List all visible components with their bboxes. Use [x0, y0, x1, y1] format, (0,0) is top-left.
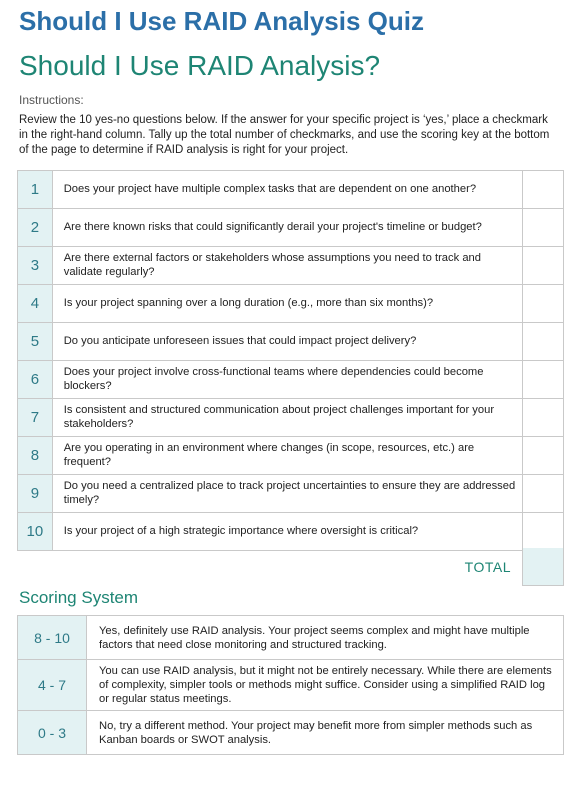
checkmark-cell[interactable] [522, 437, 563, 475]
instructions-label: Instructions: [19, 93, 84, 107]
question-row [18, 399, 564, 437]
question-text: Is your project spanning over a long duration (e.g., more than six months)? [52, 285, 522, 323]
checkmark-cell[interactable] [522, 285, 563, 323]
question-row [18, 323, 564, 361]
question-number: 2 [18, 209, 53, 247]
checkmark-box[interactable] [523, 361, 563, 398]
question-text: Does your project involve cross-functional teams where dependencies could become blockers? [52, 361, 522, 399]
question-text: Is your project of a high strategic importance where oversight is critical? [52, 513, 522, 551]
checkmark-cell[interactable] [522, 209, 563, 247]
checkmark-box[interactable] [523, 399, 563, 436]
score-description: No, try a different method. Your project may benefit more from simpler methods such as Kanban boards or SWOT analysis. [87, 711, 564, 755]
question-text: Is consistent and structured communication about project challenges important for your stakeholders? [52, 399, 522, 437]
scoring-table [17, 615, 564, 755]
question-text: Are there known risks that could significantly derail your project's timeline or budget? [52, 209, 522, 247]
total-label: TOTAL [464, 559, 511, 575]
question-text: Are there external factors or stakeholders whose assumptions you need to track and validate regularly? [52, 247, 522, 285]
question-row [18, 285, 564, 323]
question-number: 8 [18, 437, 53, 475]
checkmark-cell[interactable] [522, 171, 563, 209]
question-number: 7 [18, 399, 53, 437]
total-row [17, 548, 564, 586]
question-row [18, 247, 564, 285]
question-number: 4 [18, 285, 53, 323]
question-text: Are you operating in an environment where changes (in scope, resources, etc.) are frequent? [52, 437, 522, 475]
scoring-row [18, 711, 564, 755]
checkmark-box[interactable] [523, 323, 563, 360]
question-row [18, 437, 564, 475]
checkmark-box[interactable] [523, 247, 563, 284]
instructions-text: Review the 10 yes-no questions below. If the answer for your specific project is ‘yes,’ place a checkmark in the right-hand column. Tally up the total number of checkmarks, and use the scoring key at the bottom of the page to determine if RAID analysis is right for your project. [19, 114, 550, 156]
scoring-row [18, 616, 564, 660]
question-text: Does your project have multiple complex tasks that are dependent on one another? [52, 171, 522, 209]
checkmark-cell[interactable] [522, 247, 563, 285]
checkmark-cell[interactable] [522, 399, 563, 437]
scoring-row [18, 660, 564, 711]
checkmark-box[interactable] [523, 513, 563, 550]
question-number: 3 [18, 247, 53, 285]
checkmark-box[interactable] [523, 209, 563, 246]
question-number: 6 [18, 361, 53, 399]
checkmark-box[interactable] [523, 171, 563, 208]
total-input-cell[interactable] [522, 548, 564, 586]
question-number: 10 [18, 513, 53, 551]
question-row [18, 209, 564, 247]
question-row [18, 361, 564, 399]
question-row [18, 171, 564, 209]
question-number: 1 [18, 171, 53, 209]
score-description: You can use RAID analysis, but it might not be entirely necessary. While there are elements of complexity, simpler tools or methods might suffice. Consider using a simplified RAID log or regular status meetings. [87, 660, 564, 711]
score-range: 8 - 10 [18, 616, 87, 660]
checkmark-box[interactable] [523, 437, 563, 474]
question-row [18, 513, 564, 551]
question-number: 5 [18, 323, 53, 361]
question-text: Do you anticipate unforeseen issues that could impact project delivery? [52, 323, 522, 361]
questions-table [17, 170, 564, 551]
scoring-heading: Scoring System [19, 588, 139, 607]
question-row [18, 475, 564, 513]
question-text: Do you need a centralized place to track project uncertainties to ensure they are addressed timely? [52, 475, 522, 513]
score-range: 0 - 3 [18, 711, 87, 755]
checkmark-box[interactable] [523, 475, 563, 512]
checkmark-box[interactable] [523, 285, 563, 322]
score-range: 4 - 7 [18, 660, 87, 711]
question-number: 9 [18, 475, 53, 513]
checkmark-cell[interactable] [522, 361, 563, 399]
page-subtitle: Should I Use RAID Analysis? [19, 50, 381, 81]
checkmark-cell[interactable] [522, 323, 563, 361]
page-title: Should I Use RAID Analysis Quiz [19, 6, 424, 36]
score-description: Yes, definitely use RAID analysis. Your project seems complex and might have multiple factors that need close monitoring and structured tracking. [87, 616, 564, 660]
checkmark-cell[interactable] [522, 513, 563, 551]
checkmark-cell[interactable] [522, 475, 563, 513]
